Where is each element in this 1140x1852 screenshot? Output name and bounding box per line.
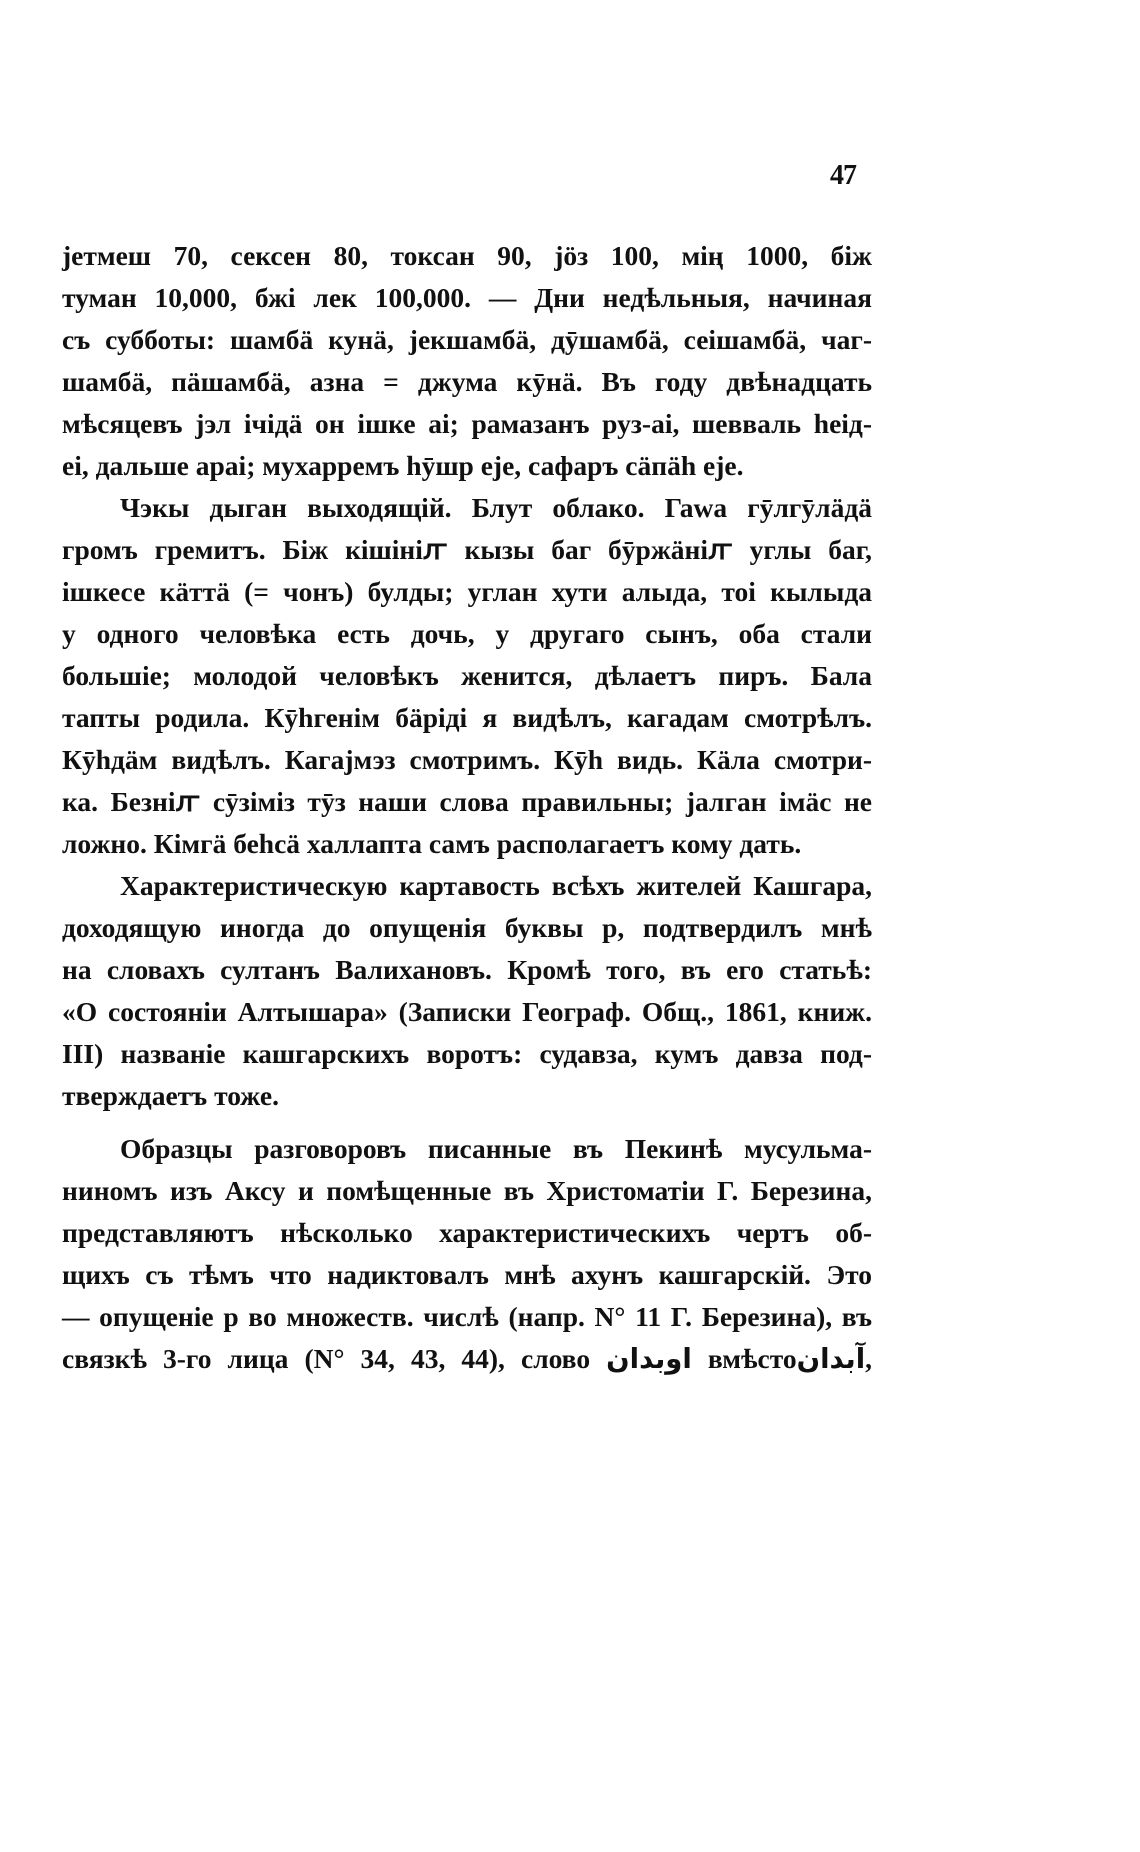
text-line: тверждаетъ тоже. <box>62 1080 279 1111</box>
punctuation: , <box>865 1343 873 1374</box>
text-line: III) названіе кашгарскихъ воротъ: судавза, кумъ давза под- <box>62 1038 872 1069</box>
text-line: Кӯһдäм видѣлъ. Кагајмэз смотримъ. Кӯh видь. Кäла смотри- <box>62 744 872 775</box>
text-line: Характеристическую картавость всѣхъ жителей Кашгара, <box>120 870 872 901</box>
text-line: ниномъ изъ Аксу и помѣщенные въ Христоматіи Г. Березина, <box>62 1175 872 1206</box>
text-line: съ субботы: шамбä кунä, јекшамбä, дӯшамбä, сеішамбä, чаг- <box>62 324 872 355</box>
paragraph-kashgar-pronunciation <box>62 865 872 1117</box>
text-line: «О состояніи Алтышара» (Записки Географ. Общ., 1861, книж. <box>62 996 872 1027</box>
text-line: у одного человѣка есть дочь, у другаго сынъ, оба стали <box>62 618 872 649</box>
text-line: громъ гремитъ. Біж кішініꙥ кызы баг бӯржäніꙥ углы баг, <box>62 534 872 565</box>
text-line: ложно. Кімгä беһсä халлапта самъ располагаетъ кому дать. <box>62 828 802 859</box>
text-line: ка. Безніꙥ сӯзіміз тӯз наши слова правильны; јалган імäс не <box>62 786 872 817</box>
text-line: јетмеш 70, сексен 80, токсан 90, јӧз 100, мің 1000, біж <box>62 240 872 271</box>
page-number: 47 <box>830 160 856 191</box>
text-line: тапты родила. Кӯһгенім бäріді я видѣлъ, кагадам смотрѣлъ. <box>62 702 872 733</box>
text-line: туман 10,000, бжі лек 100,000. — Дни недѣльныя, начиная <box>62 282 872 313</box>
paragraph-conversation-samples <box>62 1128 872 1380</box>
text-line: еі, дальше араі; мухарремъ һӯшр еје, сафаръ сäпäh еје. <box>62 450 744 481</box>
arabic-word: اوبدان <box>606 1343 692 1375</box>
text-line: — опущеніе р во множеств. числѣ (напр. N° 11 Г. Березина), въ <box>62 1301 872 1332</box>
text-line: ішкесе кäттä (= чонъ) булды; углан хути алыда, тоі кылыда <box>62 576 872 607</box>
text-line: большіе; молодой человѣкъ женится, дѣлаетъ пиръ. Бала <box>62 660 872 691</box>
text-line: представляютъ нѣсколько характеристическихъ чертъ об- <box>62 1217 872 1248</box>
arabic-word: آبدان <box>796 1343 866 1375</box>
text-line: связкѣ 3-го лица (N° 34, 43, 44), слово <box>62 1343 591 1374</box>
text-line: доходящую иногда до опущенія буквы р, подтвердилъ мнѣ <box>62 912 872 943</box>
paragraph-vocabulary-examples <box>62 487 872 865</box>
text-line: на словахъ султанъ Валихановъ. Кромѣ того, въ его статьѣ: <box>62 954 872 985</box>
text-line: щихъ съ тѣмъ что надиктовалъ мнѣ ахунъ кашгарскій. Это <box>62 1259 872 1290</box>
text-line: Образцы разговоровъ писанные въ Пекинѣ мусульма- <box>120 1133 872 1164</box>
text-line: Чэкы дыган выходящій. Блут облако. Гаwа гӯлгӯлäдä <box>120 492 872 523</box>
text-line-with-arabic <box>62 1338 872 1380</box>
text-word: вмѣсто <box>707 1343 797 1374</box>
text-line: шамбä, пäшамбä, азна = джума кӯнä. Въ году двѣнадцать <box>62 366 872 397</box>
text-line: мѣсяцевъ јэл ічідä он ішке аі; рамазанъ руз-аі, шевваль һеід- <box>62 408 872 439</box>
paragraph-numerals-weekdays <box>62 235 872 487</box>
